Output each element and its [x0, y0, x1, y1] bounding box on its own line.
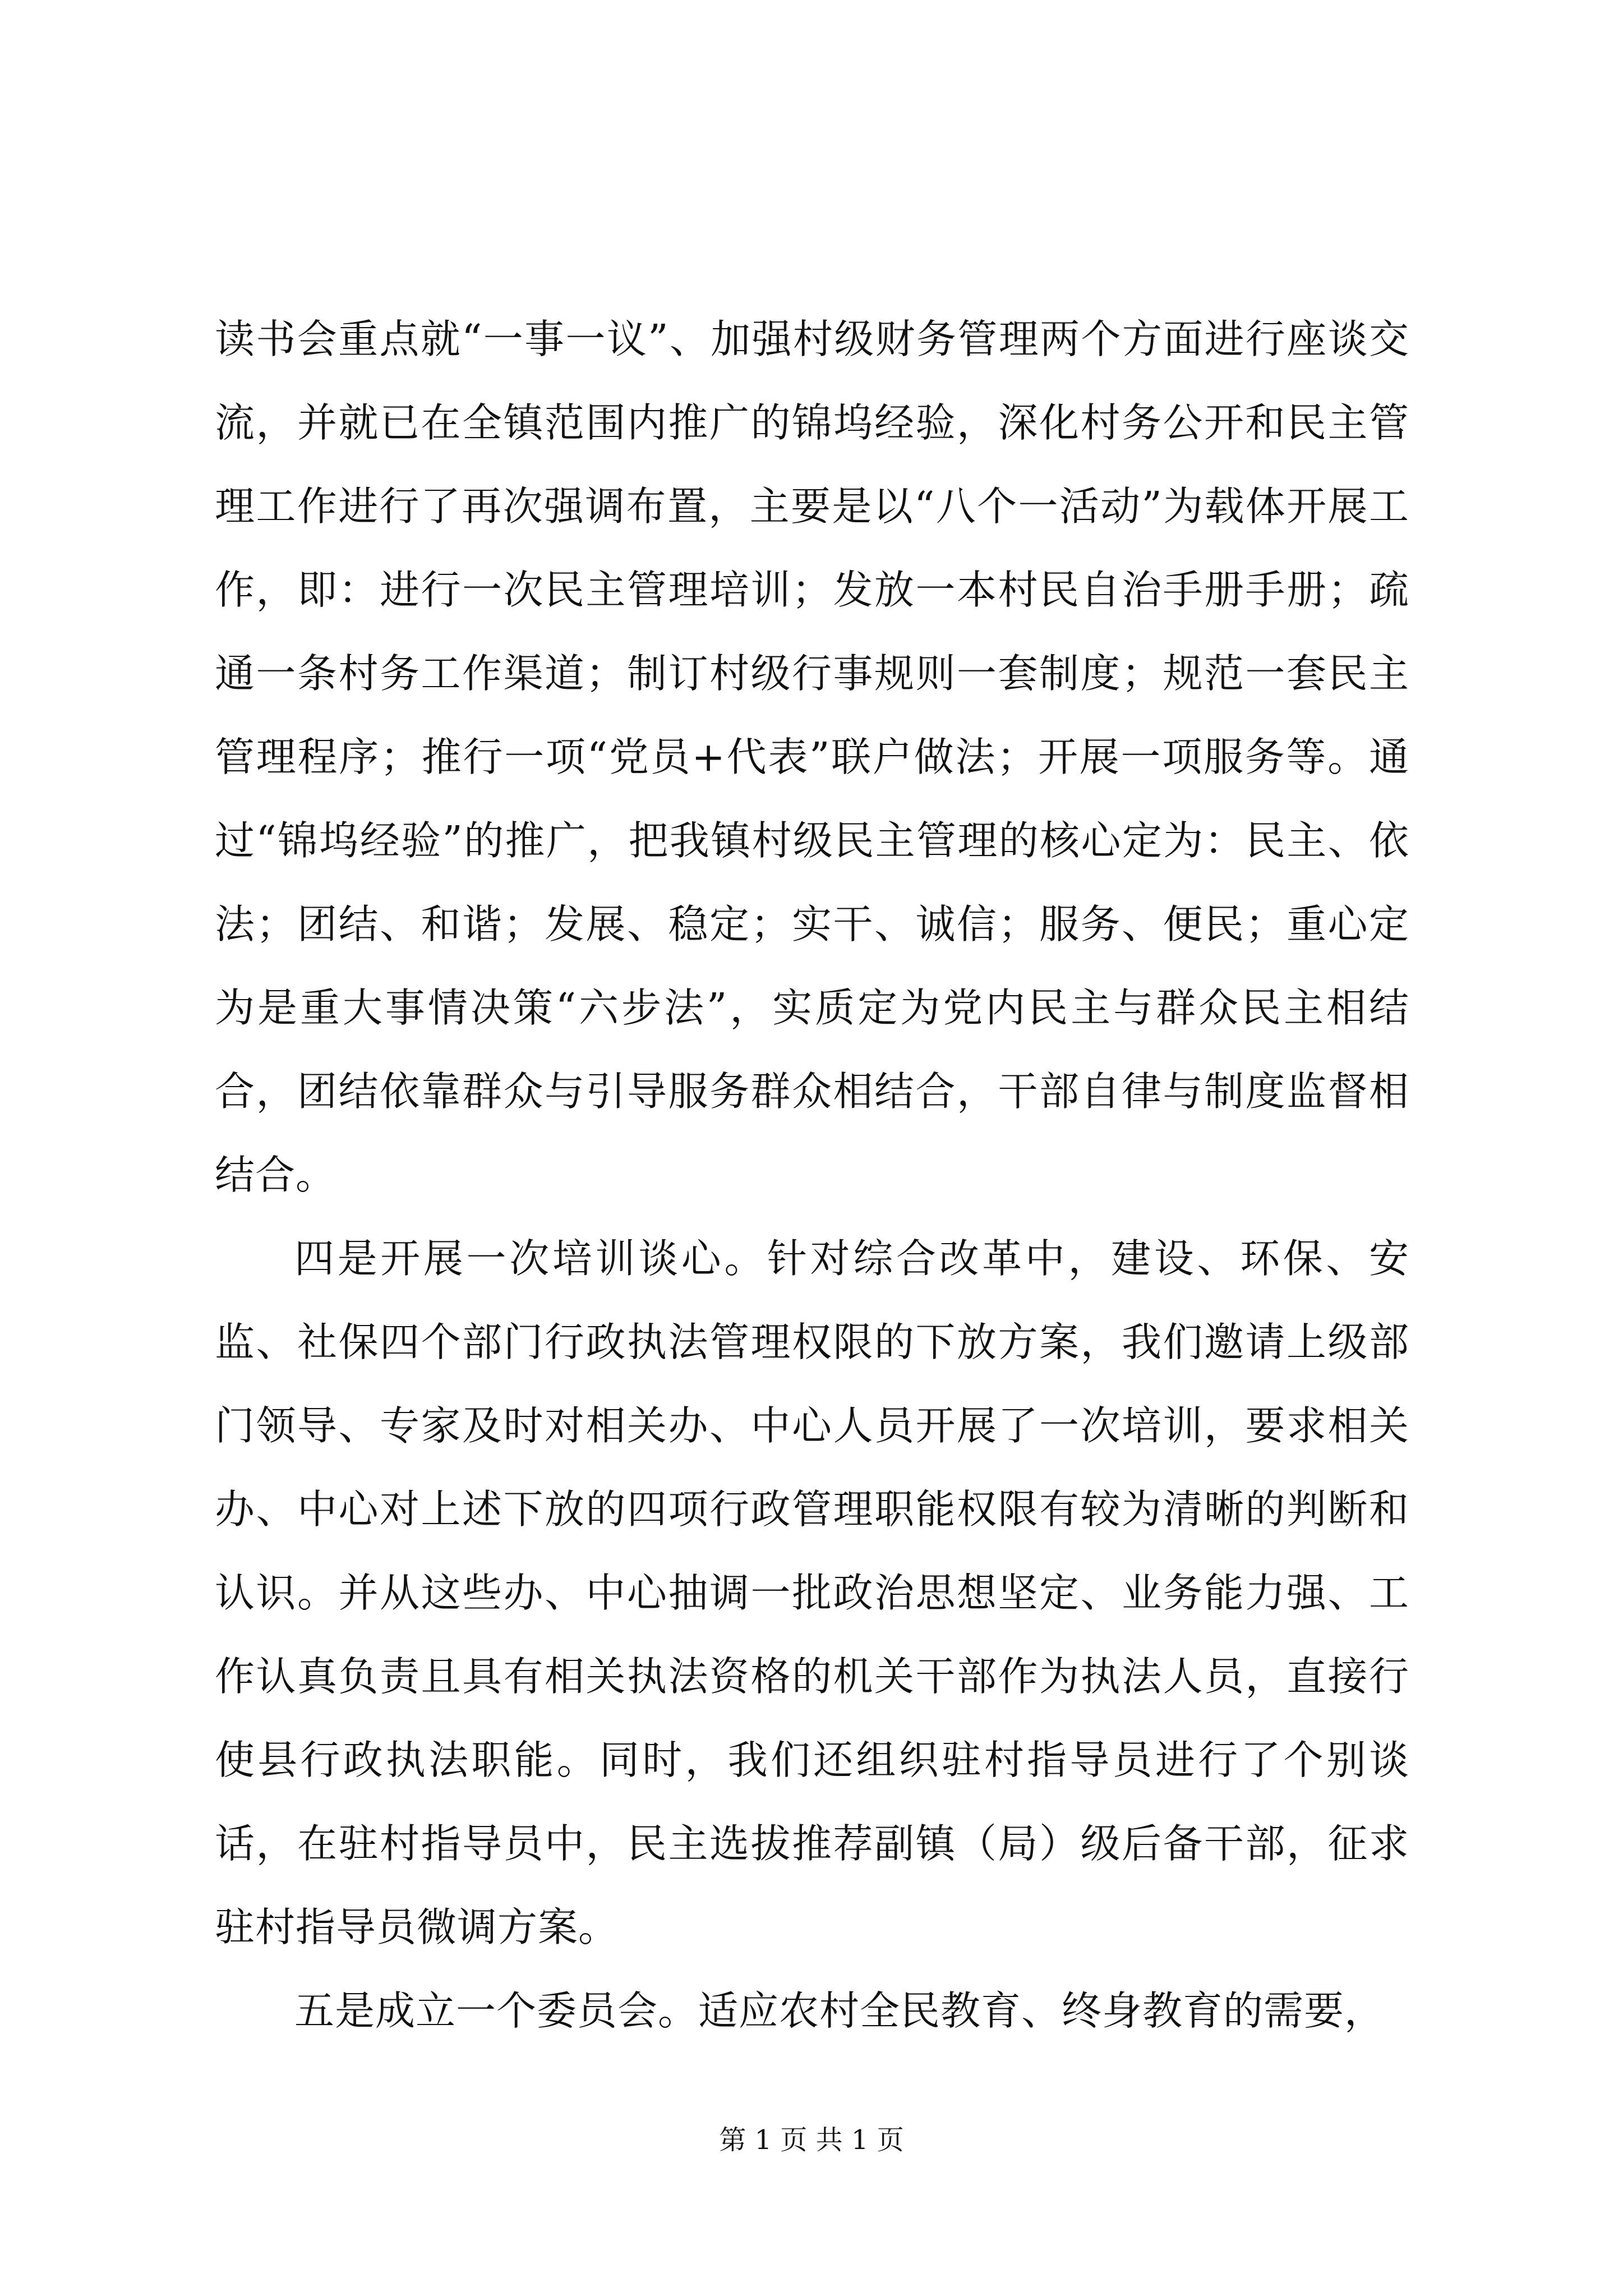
paragraph-3: 五是成立一个委员会。适应农村全民教育、终身教育的需要，: [294, 1987, 1385, 2034]
paragraph-2: 四是开展一次培训谈心。针对综合改革中，建设、环保、安监、社保四个部门行政执法管理权限的下放方案，我们邀请上级部门领导、专家及时对相关办、中心人员开展了一次培训，要求相关办、中心对上述下放的四项行政管理职能权限有较为清晰的判断和认识。并从这些办、中心抽调一批政治思想坚定、业务能力强、工作认真负责且具有相关执法资格的机关干部作为执法人员，直接行使县行政执法职能。同时，我们还组织驻村指导员进行了个别谈话，在驻村指导员中，民主选拔推荐副镇（局）级后备干部，征求驻村指导员微调方案。: [215, 1235, 1409, 1950]
page-footer: 第 1 页 共 1 页: [719, 2124, 904, 2156]
paragraph-1: 读书会重点就“一事一议”、加强村级财务管理两个方面进行座谈交流，并就已在全镇范围内推广的锦坞经验，深化村务公开和民主管理工作进行了再次强调布置，主要是以“八个一活动”为载体开展工作，即：进行一次民主管理培训；发放一本村民自治手册手册；疏通一条村务工作渠道；制订村级行事规则一套制度；规范一套民主管理程序；推行一项“党员+代表”联户做法；开展一项服务等。通过“锦坞经验”的推广，把我镇村级民主管理的核心定为：民主、依法；团结、和谐；发展、稳定；实干、诚信；服务、便民；重心定为是重大事情决策“六步法”，实质定为党内民主与群众民主相结合，团结依靠群众与引导服务群众相结合，干部自律与制度监督相结合。: [215, 316, 1409, 1198]
document-body: [215, 297, 1409, 2053]
